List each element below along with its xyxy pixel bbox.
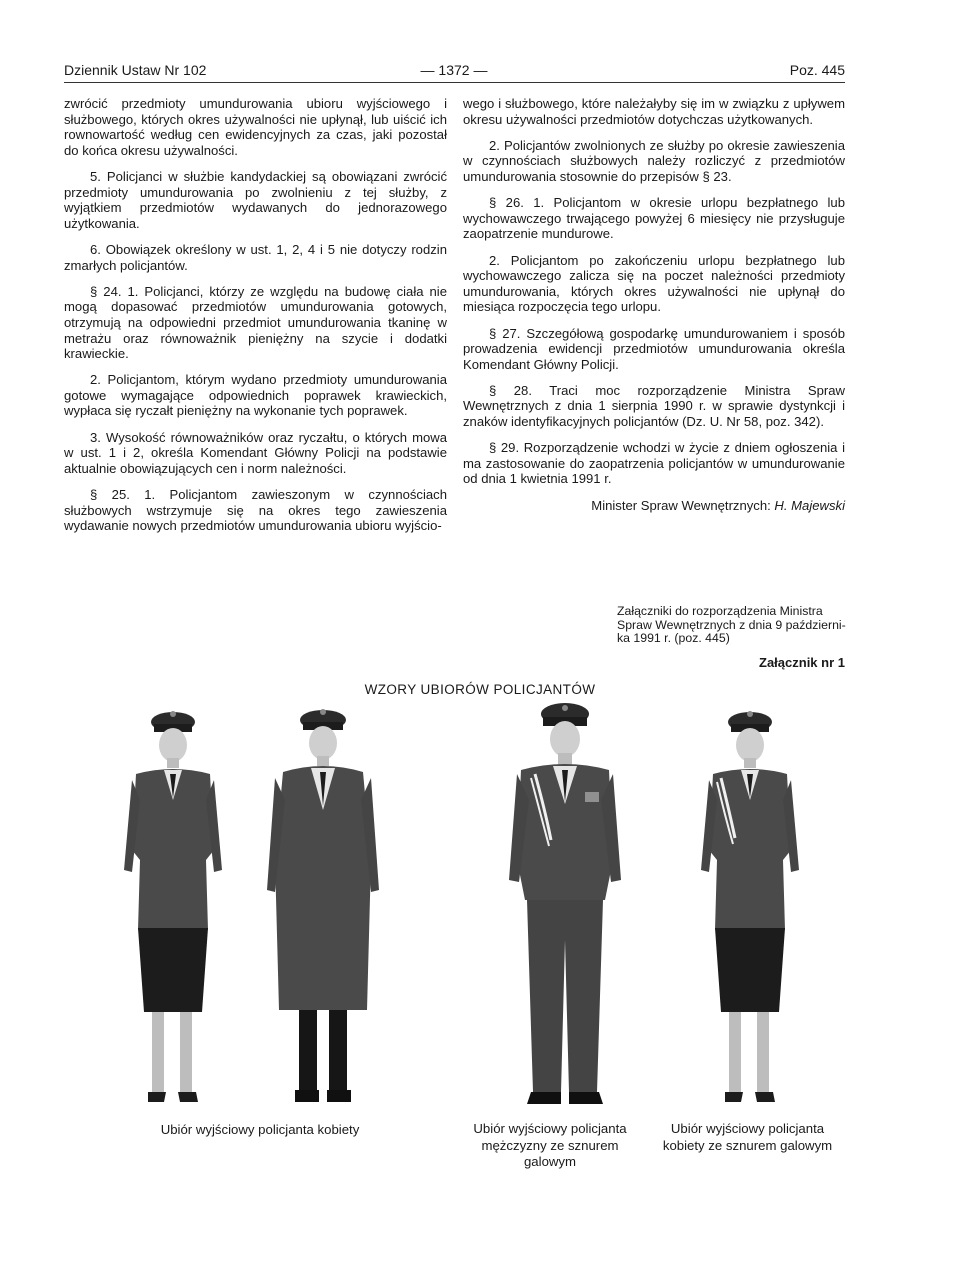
annex-note: Załączniki do rozporządzenia Ministra Spraw Wewnętrznych z dnia 9 październi-ka 1991 r. (poz. 445) xyxy=(617,604,846,646)
paragraph: § 28. Traci moc rozporządzenie Ministra Spraw Wewnętrznych z dnia 1 sierpnia 1990 r. w sprawie dystynkcji i znaków identyfikacyjnych policjantów (Dz. U. Nr 58, poz. 342). xyxy=(463,382,845,430)
figure-woman-cord xyxy=(695,700,805,1110)
left-text-column xyxy=(64,96,447,544)
caption-woman: Ubiór wyjściowy policjanta kobiety xyxy=(160,1122,360,1137)
paragraph: 5. Policjanci w służbie kandydackiej są obowiązani zwrócić przedmioty umundurowania po zwolnieniu z tej służby, z wyjątkiem przedmiotów wydawanych do jednorazowego użytkowania. xyxy=(64,168,447,231)
header-rule xyxy=(64,82,845,83)
paragraph: 6. Obowiązek określony w ust. 1, 2, 4 i 5 nie dotyczy rodzin zmarłych policjantów. xyxy=(64,241,447,273)
signature xyxy=(463,498,845,514)
paragraph: zwrócić przedmioty umundurowania ubioru wyjściowego i służbowego, których okres używalności nie upłynął, lub uiścić ich rownowartość według cen ewidencyjnych za czas, jaki pozostał do końca okresu używalności. xyxy=(64,96,447,158)
paragraph: 2. Policjantom, którym wydano przedmioty umundurowania gotowe wymagające odpowiednich poprawek krawieckich, wypłaca się ryczałt pieniężny na wykonanie tych poprawek. xyxy=(64,372,447,419)
paragraph: § 29. Rozporządzenie wchodzi w życie z dniem ogłoszenia i ma zastosowanie do zaopatrzenia policjantów w umundurowanie od dnia 1 kwietnia 1991 r. xyxy=(463,440,845,487)
caption-man-cord: Ubiór wyjściowy policjanta mężczyzny ze sznurem galowym xyxy=(473,1121,627,1169)
paragraph: 3. Wysokość równoważników oraz ryczałtu, o których mowa w ust. 1 i 2, określa Komendant Główny Policji na podstawie aktualnie obowiązujących cen i norm należności. xyxy=(64,429,447,476)
paragraph: § 27. Szczegółową gospodarkę umundurowaniem i sposób prowadzenia ewidencji przedmiotów umundurowania określa Komendant Główny Policji. xyxy=(463,325,845,372)
paragraph: § 26. 1. Policjantom w okresie urlopu bezpłatnego lub wychowawczego trwającego powyżej 6 miesięcy nie przysługuje zaopatrzenie mundurowe. xyxy=(463,195,845,242)
paragraph: 2. Policjantom po zakończeniu urlopu bezpłatnego lub wychowawczego zalicza się na poczet należności przedmioty umundurowania, których okres używalności nie upłynął do miesiąca rozpoczęcia tego urlopu. xyxy=(463,252,845,315)
figure-woman-coat xyxy=(263,700,383,1110)
paragraph: 2. Policjantów zwolnionych ze służby po okresie zawieszenia w czynnościach służbowych należy rozliczyć z przedmiotów umundurowania stosownie do przepisów § 23. xyxy=(463,137,845,184)
paragraph: wego i służbowego, które należałyby się im w związku z upływem okresu używalności przedmiotów dotychczas użytkowanych. xyxy=(463,96,845,127)
uniform-patterns-title: WZORY UBIORÓW POLICJANTÓW xyxy=(364,682,596,697)
caption-woman-cord: Ubiór wyjściowy policjanta kobiety ze sznurem galowym xyxy=(662,1121,833,1153)
position-number: Poz. 445 xyxy=(789,62,845,78)
signature-prefix: Minister Spraw Wewnętrznych: xyxy=(591,497,775,513)
right-text-column xyxy=(463,96,845,524)
figure-man-cord xyxy=(505,700,625,1110)
annex-number: Załącznik nr 1 xyxy=(759,655,845,670)
signature-name: H. Majewski xyxy=(774,497,845,513)
page-number: — 1372 — xyxy=(420,62,488,78)
paragraph: § 24. 1. Policjanci, którzy ze względu na budowę ciała nie mogą dopasować przedmiotów umundurowania gotowych, otrzymują na odpowiedni przedmiot umundurowania tkaninę w metrażu oraz równoważnik pieniężny na szycie i dodatki krawieckie. xyxy=(64,283,447,362)
figure-woman-jacket xyxy=(118,700,228,1110)
journal-title: Dziennik Ustaw Nr 102 xyxy=(64,62,207,78)
paragraph: § 25. 1. Policjantom zawieszonym w czynnościach służbowych wstrzymuje się na okres tego zawieszenia wydawanie nowych przedmiotów umundurowania ubioru wyjścio- xyxy=(64,487,447,534)
page-header xyxy=(64,62,845,82)
